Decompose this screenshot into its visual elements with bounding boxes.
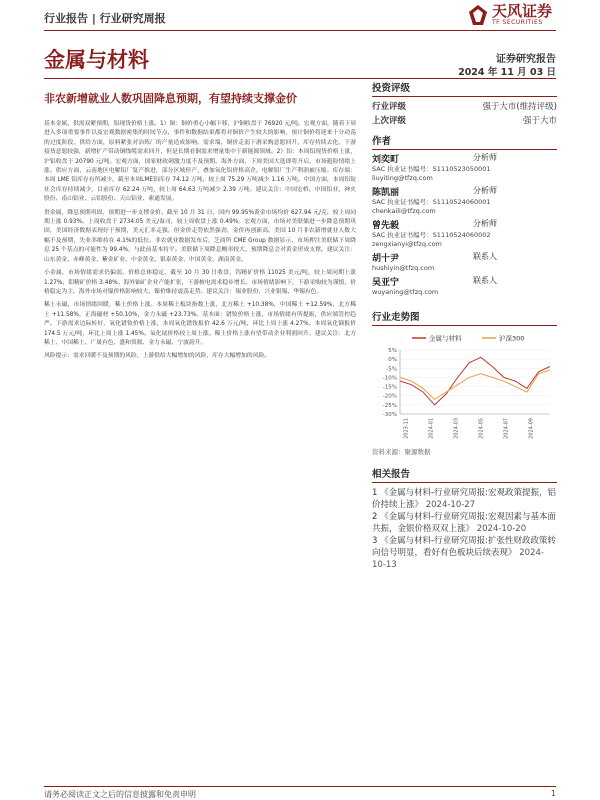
trend-section-title: 行业走势图 — [372, 307, 557, 326]
header-section: 行业报告 | 行业研究周报 — [44, 12, 166, 25]
report-type: 证券研究报告 — [496, 54, 556, 65]
x-tick-label: 2024-09 — [528, 418, 535, 439]
header-divider — [44, 30, 556, 31]
analyst-name: 吴亚宁 — [372, 278, 400, 288]
related-report-title[interactable]: 1 《金属与材料-行业研究周报:宏观政策提振，铝价持续上涨》 — [372, 488, 557, 510]
y-tick-label: -5% — [386, 366, 397, 373]
legend-label: 沪深300 — [499, 334, 525, 343]
analyst-role: 联系人 — [473, 276, 497, 285]
x-tick-label: 2024-01 — [428, 418, 435, 439]
page-number: 1 — [550, 789, 556, 798]
rating-row — [372, 99, 557, 113]
analyst-cert: SAC 执业证书编号：S1110524060001 — [372, 198, 491, 206]
analyst-role: 分析师 — [473, 219, 497, 228]
x-tick-label: 2024-05 — [478, 418, 485, 439]
rating-value: 强于大市 — [522, 116, 557, 126]
analyst-email[interactable]: zengxianyi@tfzq.com — [372, 240, 442, 248]
rating-section-title: 投资评级 — [372, 78, 557, 97]
logo-mark-icon — [468, 4, 488, 26]
report-title: 金属与材料 — [44, 48, 149, 72]
x-tick-label: 2024-03 — [453, 418, 460, 439]
logo — [468, 4, 552, 26]
report-date: 2024 年 11 月 03 日 — [458, 67, 556, 78]
analyst-cert: SAC 执业证书编号：S1110524060002 — [372, 231, 491, 239]
analyst-role: 联系人 — [473, 252, 497, 261]
analyst-role: 分析师 — [473, 186, 497, 195]
analyst-card — [372, 152, 557, 183]
related-report-item[interactable] — [372, 535, 557, 571]
y-tick-label: -25% — [382, 402, 397, 409]
footer-divider — [44, 786, 556, 787]
rating-key: 行业评级 — [372, 102, 407, 112]
trend-chart — [372, 332, 557, 442]
body-paragraph-precious-metals: 贵金属，降息预期巩固，预期进一步支撑金价。截至 10 月 31 日，国内 99.95%黄金市场均价 627.94 元/克，较上周同期上涨 0.93%。上周收盘于 2734.05 美元/盎司，较上周收盘上涨 0.49%。宏观方面，市场对美联储进一步降息预期巩固，美国经济数据表现好于预期，美元汇率走强，但金价走势依然强劲，金价再创新高。美国 10 月非农新增就业人数大幅不及预期，失业率维持在 4.1%的低位。非农就业数据发布后，芝商所 CME Group 数据显示，市场押注美联储下周降息 25 个基点的可能性为 99.4%，与此前基本持平。美联储下周降息概率较大，预期降息会对黄金形成支撑。建议关注：山东黄金、赤峰黄金、紫金矿业、中金黄金、银泰黄金、中国黄金、湖南黄金。 — [44, 209, 356, 263]
y-tick-label: -30% — [382, 412, 397, 418]
analyst-name: 胡十尹 — [372, 254, 400, 264]
related-report-list — [372, 487, 557, 571]
related-report-title[interactable]: 3 《金属与材料-行业研究周报:扩张性财政政策转向信号明显，看好有色板块后续表现》 — [372, 536, 557, 558]
analyst-name: 曾先毅 — [372, 221, 400, 231]
analyst-role: 分析师 — [473, 153, 497, 162]
analyst-card — [372, 218, 557, 249]
analysts-section-title: 作者 — [372, 131, 557, 150]
logo-en: TF SECURITIES — [491, 19, 543, 26]
analyst-name: 刘奕町 — [372, 155, 400, 165]
analyst-email[interactable]: wuyaning@tfzq.com — [372, 288, 439, 296]
chart-source: 资料来源：聚源数据 — [372, 448, 431, 456]
y-tick-label: 0% — [388, 357, 397, 364]
y-tick-label: -15% — [382, 384, 397, 391]
logo-cn: 天风证券 — [491, 2, 552, 20]
analyst-card — [372, 185, 557, 216]
related-report-item[interactable] — [372, 487, 557, 511]
x-tick-label: 2024-07 — [503, 418, 510, 439]
body-paragraph-base-metals: 基本金属，供需双紧预期，铝现货价格上涨。1）铜：铜价重心小幅下移，沪铜收盘于 76920 元/吨。宏观方面，随着下周进入多项重要事件以及宏观数据密集的时间节点，事件和数据结果都将对铜价产生较大的影响，预计铜价将迎来十分动荡的过度阶段。供给方面，原料紧张对冶炼厂的产量造成影响。需求端，铜价走弱下游采购意愿回升，库存持续去化。下游接货意愿较强，新增扩产带动铜线缆需求回升，但是长期看铜需求增量集中于新能源领域。2）铝：本周铝现货价格上涨，沪铝收盘于 20790 元/吨。宏观方面，国家财政刺激力度不及预期。海外方面，下周美国大选即将开启，市场避险情绪上涨。供应方面，云南地区电解铝厂复产推进，部分区域停产，叠加氧化铝价格高企，电解铝厂生产利润被压缩。库存端：本周 LME 铝库存有所减少，截至本周LME铝库存 74.12 万吨，较上周 75.29 万吨减少 1.16 万吨。中国方面，本周铝锭社会库存持续减少，目前库存 62.24 万吨，较上周 64.63 万吨减少 2.39 万吨。建议关注：中国宏桥、中国铝业、神火股份、南山铝业、云铝股份、天山铝业、索通发展。 — [44, 121, 356, 203]
analyst-card — [372, 275, 557, 297]
body-paragraph-minor-metals: 小金属，市场情绪需求仍偏弱，价格总体稳定。截至 10 月 30 日收盘，钨精矿价格 11025 美元/吨，较上周同期上涨 1.27%，钼精矿价格 3.48%。海外铀矿企业产能扩张，下游核电需求稳步增长。市场情绪影响下，下游采购较为谨慎，价格稳定为主。海外市场对镍价格影响较大，镍价维持震荡走势。建议关注：锡业股份、兴业银锡、华锡有色。 — [44, 270, 356, 295]
related-report-date: 2024-10-27 — [425, 500, 476, 510]
related-report-date: 2024-10-20 — [476, 524, 527, 534]
y-tick-label: 5% — [388, 348, 397, 354]
series-line — [400, 357, 550, 405]
trend-chart-container — [372, 332, 557, 445]
analyst-name: 陈凯丽 — [372, 188, 400, 198]
analyst-email[interactable]: liuyiting@tfzq.com — [372, 174, 433, 182]
analyst-card — [372, 251, 557, 273]
series-line — [400, 370, 550, 399]
related-section-title: 相关报告 — [372, 464, 557, 483]
x-tick-label: 2023-11 — [403, 418, 410, 439]
rating-row — [372, 113, 557, 127]
sidebar — [372, 78, 557, 571]
report-subtitle: 非农新增就业人数巩固降息预期，有望持续支撑金价 — [44, 92, 297, 105]
body-paragraph-rare-earth: 稀土永磁，市场情绪回暖，稀土价格上涨。本周稀土板块指数上涨，北方稀土 +10.38%，中国稀土 +12.59%，北方稀土 +11.58%，正海磁材 +50.10%，金力永磁 +23.73%。基本面：镨钕价格上涨，市场情绪有所提振，供应端管控趋严。下游需求边际转好，氧化镨钕价格上涨，本周氧化镨钕报价 42.6 万元/吨，环比上周上涨 4.27%。本周氧化镝报价 174.5 万元/吨，环比上周上涨 1.45%。氧化铽价格较上周上涨。稀土价格上涨有望带动企业利润回升。建议关注：北方稀土、中国稀土、广晟有色、盛和资源、金力永磁、宁波韵升。 — [44, 302, 356, 346]
body-paragraph-risk: 风险提示：需求回暖不及预期的风险，上游供给大幅增加的风险，库存大幅增加的风险。 — [44, 353, 271, 360]
analyst-cert: SAC 执业证书编号：S1110523050001 — [372, 165, 491, 173]
analyst-email[interactable]: hushiyin@tfzq.com — [372, 264, 435, 272]
y-tick-label: -10% — [382, 375, 397, 382]
body-text — [44, 120, 356, 366]
related-report-title[interactable]: 2 《金属与材料-行业研究周报:宏观因素与基本面共振，金银价格双双上涨》 — [372, 512, 557, 534]
analyst-list — [372, 152, 557, 297]
rating-value: 强于大市(维持评级) — [482, 102, 557, 112]
analyst-email[interactable]: chenkaili@tfzq.com — [372, 207, 436, 215]
y-tick-label: -20% — [382, 393, 397, 400]
footer-disclaimer: 请务必阅读正文之后的信息披露和免责申明 — [44, 790, 196, 799]
legend-label: 金属与材料 — [429, 334, 462, 343]
related-report-date: 2024-10-13 — [372, 548, 544, 570]
related-report-item[interactable] — [372, 511, 557, 535]
rating-key: 上次评级 — [372, 116, 407, 126]
